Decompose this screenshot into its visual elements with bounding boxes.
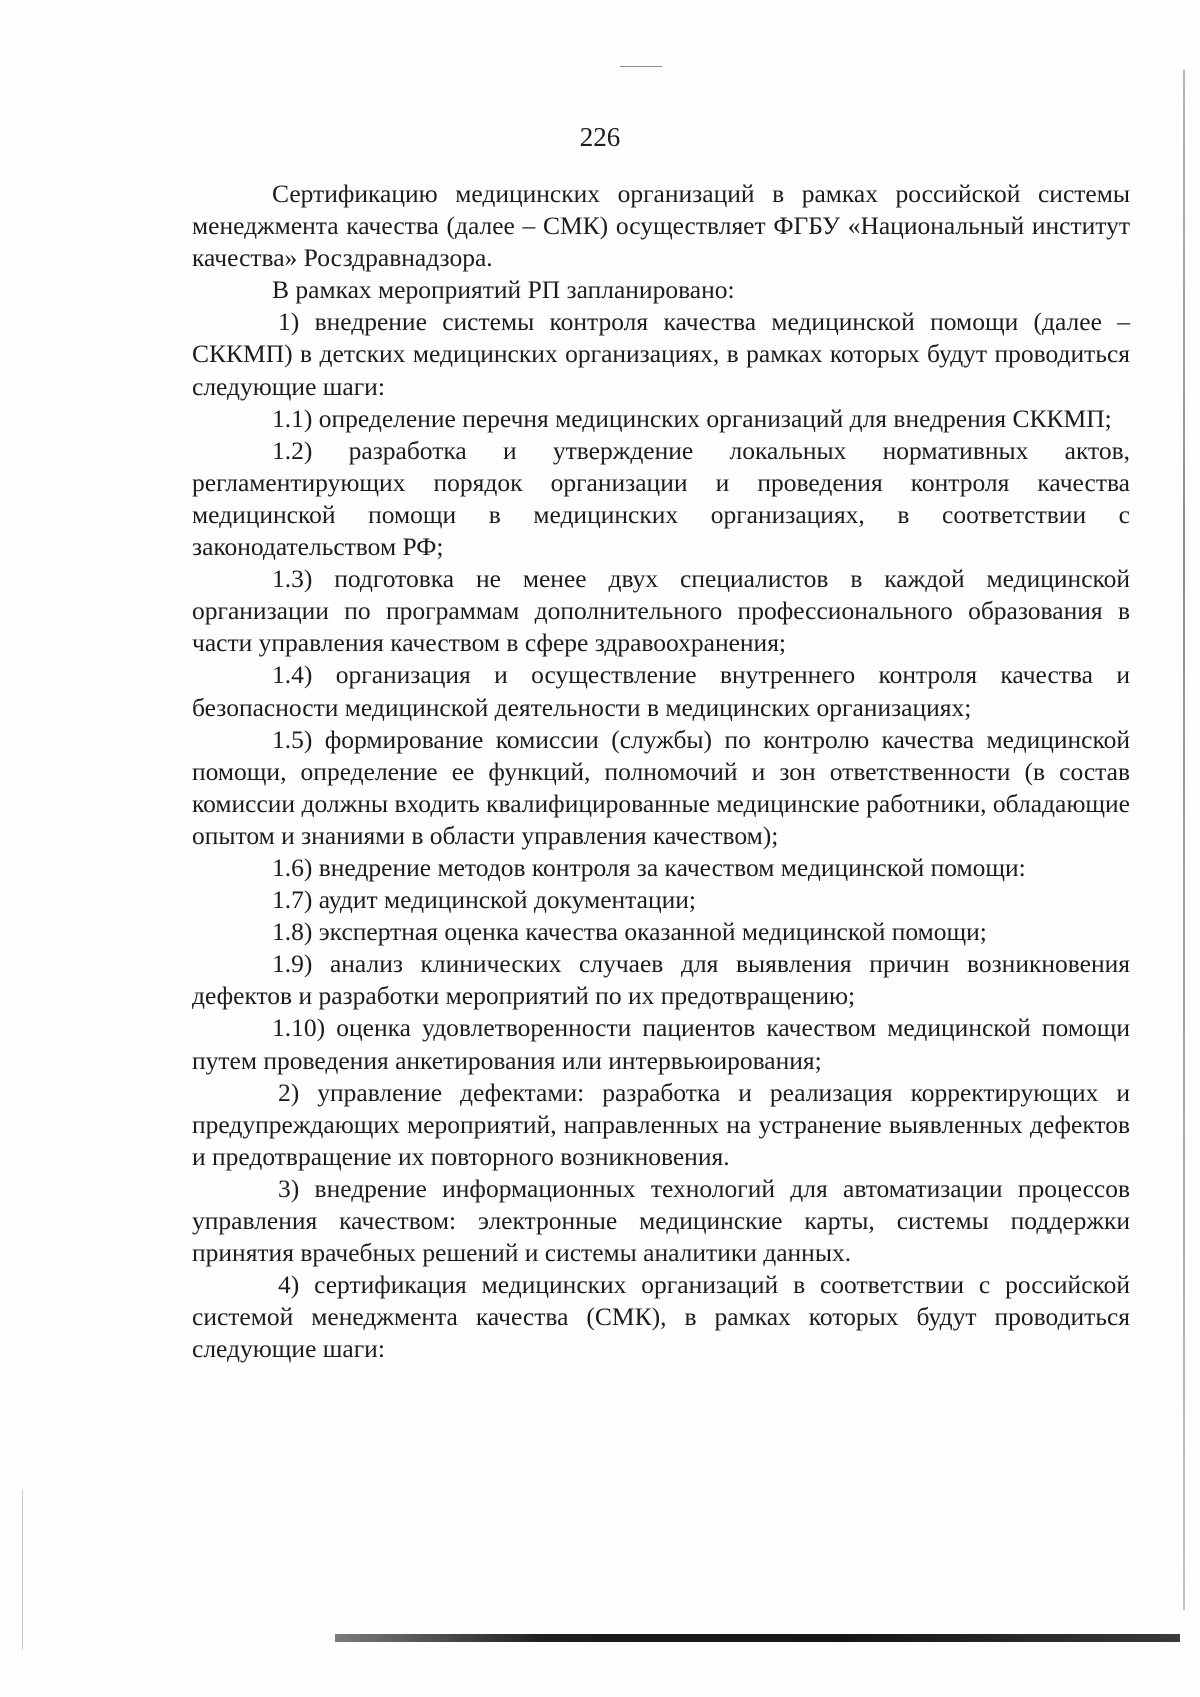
scan-artifact-top [620,66,662,67]
list-item-1-8: 1.8) экспертная оценка качества оказанной медицинской помощи; [272,917,987,947]
list-item-1: 1) внедрение системы контроля качества медицинской помощи (далее – СККМП) в детских медицинских организациях, в рамках которых будут проводиться следующие шаги: [192,307,1130,401]
list-item-1-5: 1.5) формирование комиссии (службы) по контролю качества медицинской помощи, определение ее функций, полномочий и зон ответственности (в состав комиссии должны входить квалифицированные медицинские работники, обладающие опытом и знаниями в области управления качеством); [192,724,1130,850]
list-item-1-7: 1.7) аудит медицинской документации; [272,885,696,915]
scan-artifact-bottom-bar [335,1634,1180,1642]
list-item-2: 2) управление дефектами: разработка и реализация корректирующих и предупреждающих мероприятий, направленных на устранение выявленных дефектов и предотвращение их повторного возникновения. [192,1077,1130,1171]
list-item-1-6: 1.6) внедрение методов контроля за качеством медицинской помощи: [272,852,1026,882]
document-body [192,178,1130,1365]
list-item-3: 3) внедрение информационных технологий для автоматизации процессов управления качеством: электронные медицинские карты, системы поддержки принятия врачебных решений и системы аналитики данных. [192,1173,1130,1268]
paragraph-intro: Сертификацию медицинских организаций в рамках российской системы менеджмента качества (далее – СМК) осуществляет ФГБУ «Национальный институт качества» Росздравнадзора. [192,179,1130,273]
page-number: 226 [579,122,621,152]
paragraph-planned: В рамках мероприятий РП запланировано: [272,275,735,305]
list-item-1-10: 1.10) оценка удовлетворенности пациентов качеством медицинской помощи путем проведения анкетирования или интервьюирования; [192,1013,1130,1075]
scan-artifact-right-edge [1183,70,1185,1610]
list-item-1-3: 1.3) подготовка не менее двух специалистов в каждой медицинской организации по программам дополнительного профессионального образования в части управления качеством в сфере здравоохранения; [192,564,1130,658]
list-item-1-9: 1.9) анализ клинических случаев для выявления причин возникновения дефектов и разработки мероприятий по их предотвращению; [192,949,1130,1011]
list-item-4: 4) сертификация медицинских организаций в соответствии с российской системой менеджмента качества (СМК), в рамках которых будут проводиться следующие шаги: [192,1270,1130,1364]
list-item-1-2: 1.2) разработка и утверждение локальных нормативных актов, регламентирующих порядок организации и проведения контроля качества медицинской помощи в медицинских организациях, в соответствии с законодательством РФ; [192,435,1130,562]
list-item-1-4: 1.4) организация и осуществление внутреннего контроля качества и безопасности медицинской деятельности в медицинских организациях; [192,660,1130,722]
list-item-1-1: 1.1) определение перечня медицинских организаций для внедрения СККМП; [272,403,1112,433]
scan-artifact-left-edge [22,1490,23,1650]
